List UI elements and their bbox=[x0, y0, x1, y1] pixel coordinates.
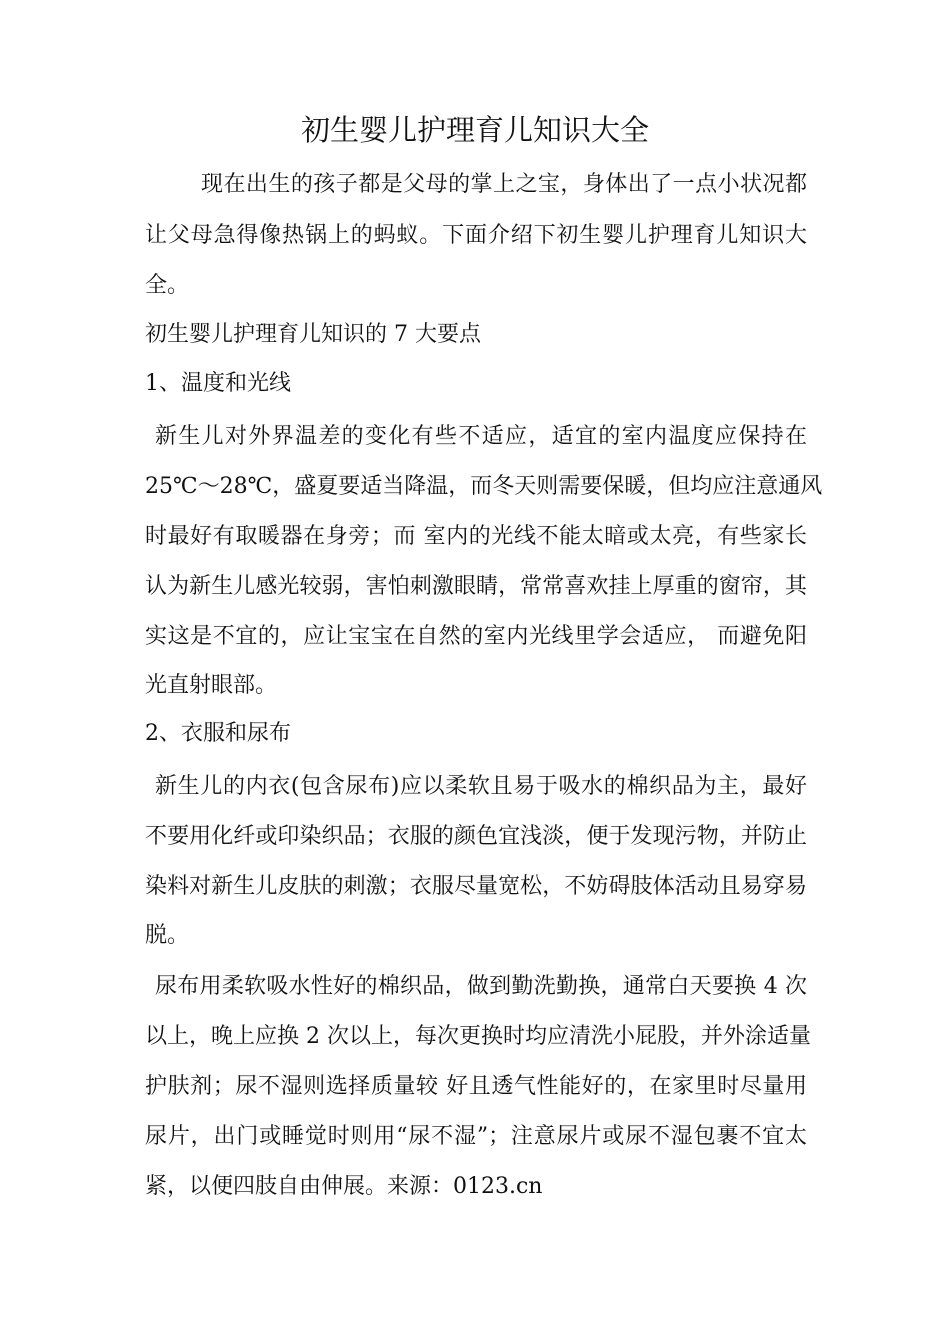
point-1-heading: 1、温度和光线 bbox=[145, 371, 291, 396]
point-1-line-1: 新生儿对外界温差的变化有些不适应，适宜的室内温度应保持在 bbox=[155, 424, 807, 449]
diaper-line-1: 尿布用柔软吸水性好的棉织品，做到勤洗勤换，通常白天要换 4 次 bbox=[155, 974, 807, 999]
document-title: 初生婴儿护理育儿知识大全 bbox=[300, 113, 649, 147]
point-2-line-1: 新生儿的内衣(包含尿布)应以柔软且易于吸水的棉织品为主，最好 bbox=[155, 774, 807, 799]
point-2-heading: 2、衣服和尿布 bbox=[145, 721, 291, 746]
point-1-line-2: 25℃～28℃，盛夏要适当降温，而冬天则需要保暖，但均应注意通风 bbox=[145, 474, 823, 499]
section-heading: 初生婴儿护理育儿知识的 7 大要点 bbox=[145, 322, 481, 347]
point-1-line-3: 时最好有取暖器在身旁；而 室内的光线不能太暗或太亮，有些家长 bbox=[145, 524, 807, 549]
point-1-line-4: 认为新生儿感光较弱，害怕刺激眼睛，常常喜欢挂上厚重的窗帘，其 bbox=[145, 574, 807, 599]
point-2-line-3: 染料对新生儿皮肤的刺激；衣服尽量宽松，不妨碍肢体活动且易穿易 bbox=[145, 874, 807, 899]
diaper-line-3: 护肤剂；尿不湿则选择质量较 好且透气性能好的，在家里时尽量用 bbox=[145, 1074, 807, 1099]
point-1-line-5: 实这是不宜的，应让宝宝在自然的室内光线里学会适应， 而避免阳 bbox=[145, 624, 807, 649]
point-1-line-6: 光直射眼部。 bbox=[145, 673, 278, 698]
intro-line-2: 让父母急得像热锅上的蚂蚁。下面介绍下初生婴儿护理育儿知识大 bbox=[145, 223, 807, 248]
intro-line-3: 全。 bbox=[145, 273, 190, 298]
diaper-line-5: 紧，以便四肢自由伸展。来源：0123.cn bbox=[145, 1174, 543, 1199]
point-2-line-2: 不要用化纤或印染织品；衣服的颜色宜浅淡，便于发现污物，并防止 bbox=[145, 824, 807, 849]
diaper-line-4: 尿片，出门或睡觉时则用“尿不湿”；注意尿片或尿不湿包裹不宜太 bbox=[145, 1124, 807, 1149]
diaper-line-2: 以上，晚上应换 2 次以上，每次更换时均应清洗小屁股，并外涂适量 bbox=[145, 1024, 811, 1049]
intro-line-1: 现在出生的孩子都是父母的掌上之宝，身体出了一点小状况都 bbox=[201, 172, 807, 197]
point-2-line-4: 脱。 bbox=[145, 923, 190, 948]
